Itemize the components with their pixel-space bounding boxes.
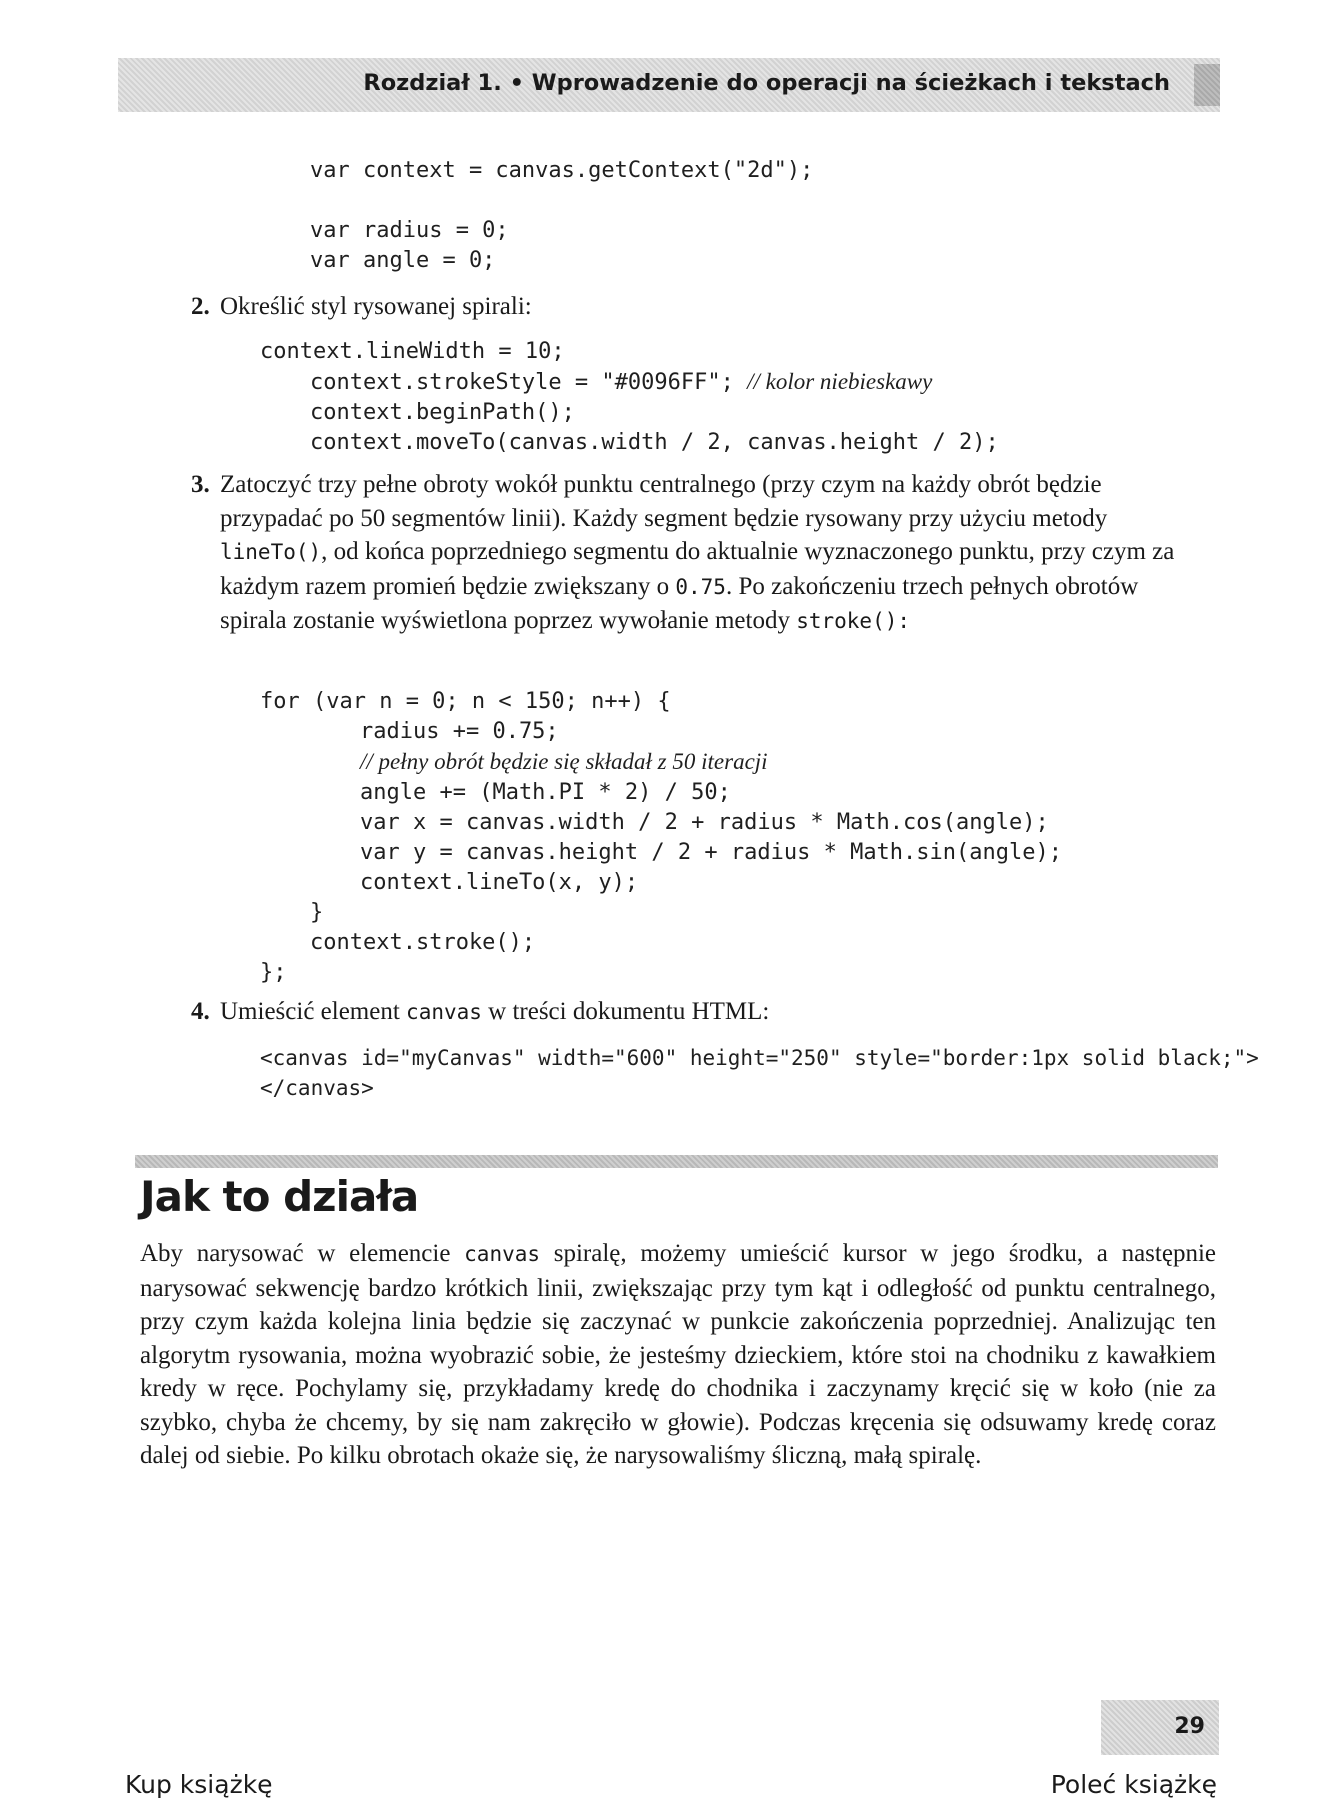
section-divider: [135, 1155, 1218, 1168]
inline-code: stroke():: [796, 609, 911, 633]
step-text: w treści dokumentu HTML:: [481, 998, 770, 1025]
code-line: var y = canvas.height / 2 + radius * Math.sin(angle);: [360, 840, 1062, 865]
step-text: Umieścić element: [220, 998, 407, 1025]
code-line: context.beginPath();: [310, 400, 575, 425]
header-tab-decoration: [1194, 64, 1220, 106]
running-title: Rozdział 1. • Wprowadzenie do operacji na ścieżkach i tekstach: [363, 70, 1170, 96]
code-line: [260, 747, 1062, 778]
step-number: 3.: [191, 471, 210, 498]
code-line: angle += (Math.PI * 2) / 50;: [360, 780, 731, 805]
code-line: radius += 0.75;: [360, 719, 559, 744]
code-line: }: [310, 900, 324, 925]
step-2: [191, 290, 1210, 324]
step-text: , od końca poprzedniego segmentu do aktualnie wyznaczonego punktu, przy czym za każdym razem promień będzie zwiększany o: [220, 538, 1175, 600]
code-block-1: [310, 156, 813, 276]
code-block-3: [260, 687, 1062, 988]
section-paragraph: [140, 1237, 1216, 1473]
step-3: [191, 468, 1180, 639]
recommend-book-link[interactable]: Poleć książkę: [1050, 1770, 1217, 1799]
code-line: <canvas id="myCanvas" width="600" height="250" style="border:1px solid black;">: [260, 1046, 1259, 1070]
code-line: var context = canvas.getContext("2d");: [310, 158, 814, 183]
paragraph-text: spiralę, możemy umieścić kursor w jego środku, a następnie narysować sekwencję bardzo krótkich linii, zwiększając przy tym kąt i odległość od punktu centralnego, przy czym każda kolejna linia będzie się zaczynać w punkcie zakończenia poprzedniej. Analizując ten algorytm rysowania, można wyobrazić sobie, że jesteśmy dzieckiem, które stoi na chodniku z kawałkiem kredy w ręce. Pochylamy się, przykładamy kredę do chodnika i zaczynamy kręcić się w koło (nie za szybko, chyba że chcemy, by się nam zakręciło w głowie). Podczas kręcenia się odsuwamy kredę coraz dalej od siebie. Po kilku obrotach okaże się, że narysowaliśmy śliczną, małą spiralę.: [140, 1240, 1216, 1469]
page-number-box: [1101, 1700, 1219, 1755]
code-line: };: [260, 960, 287, 985]
inline-code: lineTo(): [220, 540, 322, 564]
inline-code: 0.75: [675, 574, 726, 599]
code-line: var x = canvas.width / 2 + radius * Math.cos(angle);: [360, 810, 1049, 835]
code-block-2: [260, 337, 999, 458]
running-header: [118, 58, 1220, 112]
code-line: var radius = 0;: [310, 218, 509, 243]
paragraph-text: Aby narysować w elemencie: [140, 1240, 465, 1267]
code-block-4: [260, 1043, 1259, 1103]
step-text: . Po zakończeniu trzech pełnych obrotów spirala zostanie wyświetlona poprzez wywołanie metody: [220, 572, 1139, 634]
code-line: </canvas>: [260, 1076, 374, 1100]
step-number: 2.: [191, 293, 210, 320]
inline-code: canvas: [464, 1242, 541, 1266]
code-comment: // kolor niebieskawy: [747, 369, 933, 394]
code-line: context.lineTo(x, y);: [360, 870, 639, 895]
step-number: 4.: [191, 998, 210, 1025]
page-number: 29: [1174, 1714, 1205, 1739]
code-line: context.lineWidth = 10;: [260, 339, 565, 364]
step-4: [191, 995, 1210, 1030]
code-text: context.strokeStyle = "#0096FF";: [310, 370, 748, 395]
code-line: context.moveTo(canvas.width / 2, canvas.height / 2);: [310, 430, 999, 455]
code-line: [260, 367, 999, 398]
code-line-empty: [310, 186, 813, 216]
buy-book-link[interactable]: Kup książkę: [125, 1770, 273, 1799]
inline-code: canvas: [406, 1000, 482, 1024]
section-title: Jak to działa: [140, 1172, 419, 1221]
code-line: var angle = 0;: [310, 248, 496, 273]
code-line: context.stroke();: [310, 930, 536, 955]
code-comment: // pełny obrót będzie się składał z 50 iteracji: [360, 749, 768, 774]
step-text: Zatoczyć trzy pełne obroty wokół punktu centralnego (przy czym na każdy obrót będzie przypadać po 50 segmentów linii). Każdy segment będzie rysowany przy użyciu metody: [220, 471, 1108, 532]
code-line: for (var n = 0; n < 150; n++) {: [260, 689, 671, 714]
step-text: Określić styl rysowanej spirali:: [220, 293, 532, 320]
